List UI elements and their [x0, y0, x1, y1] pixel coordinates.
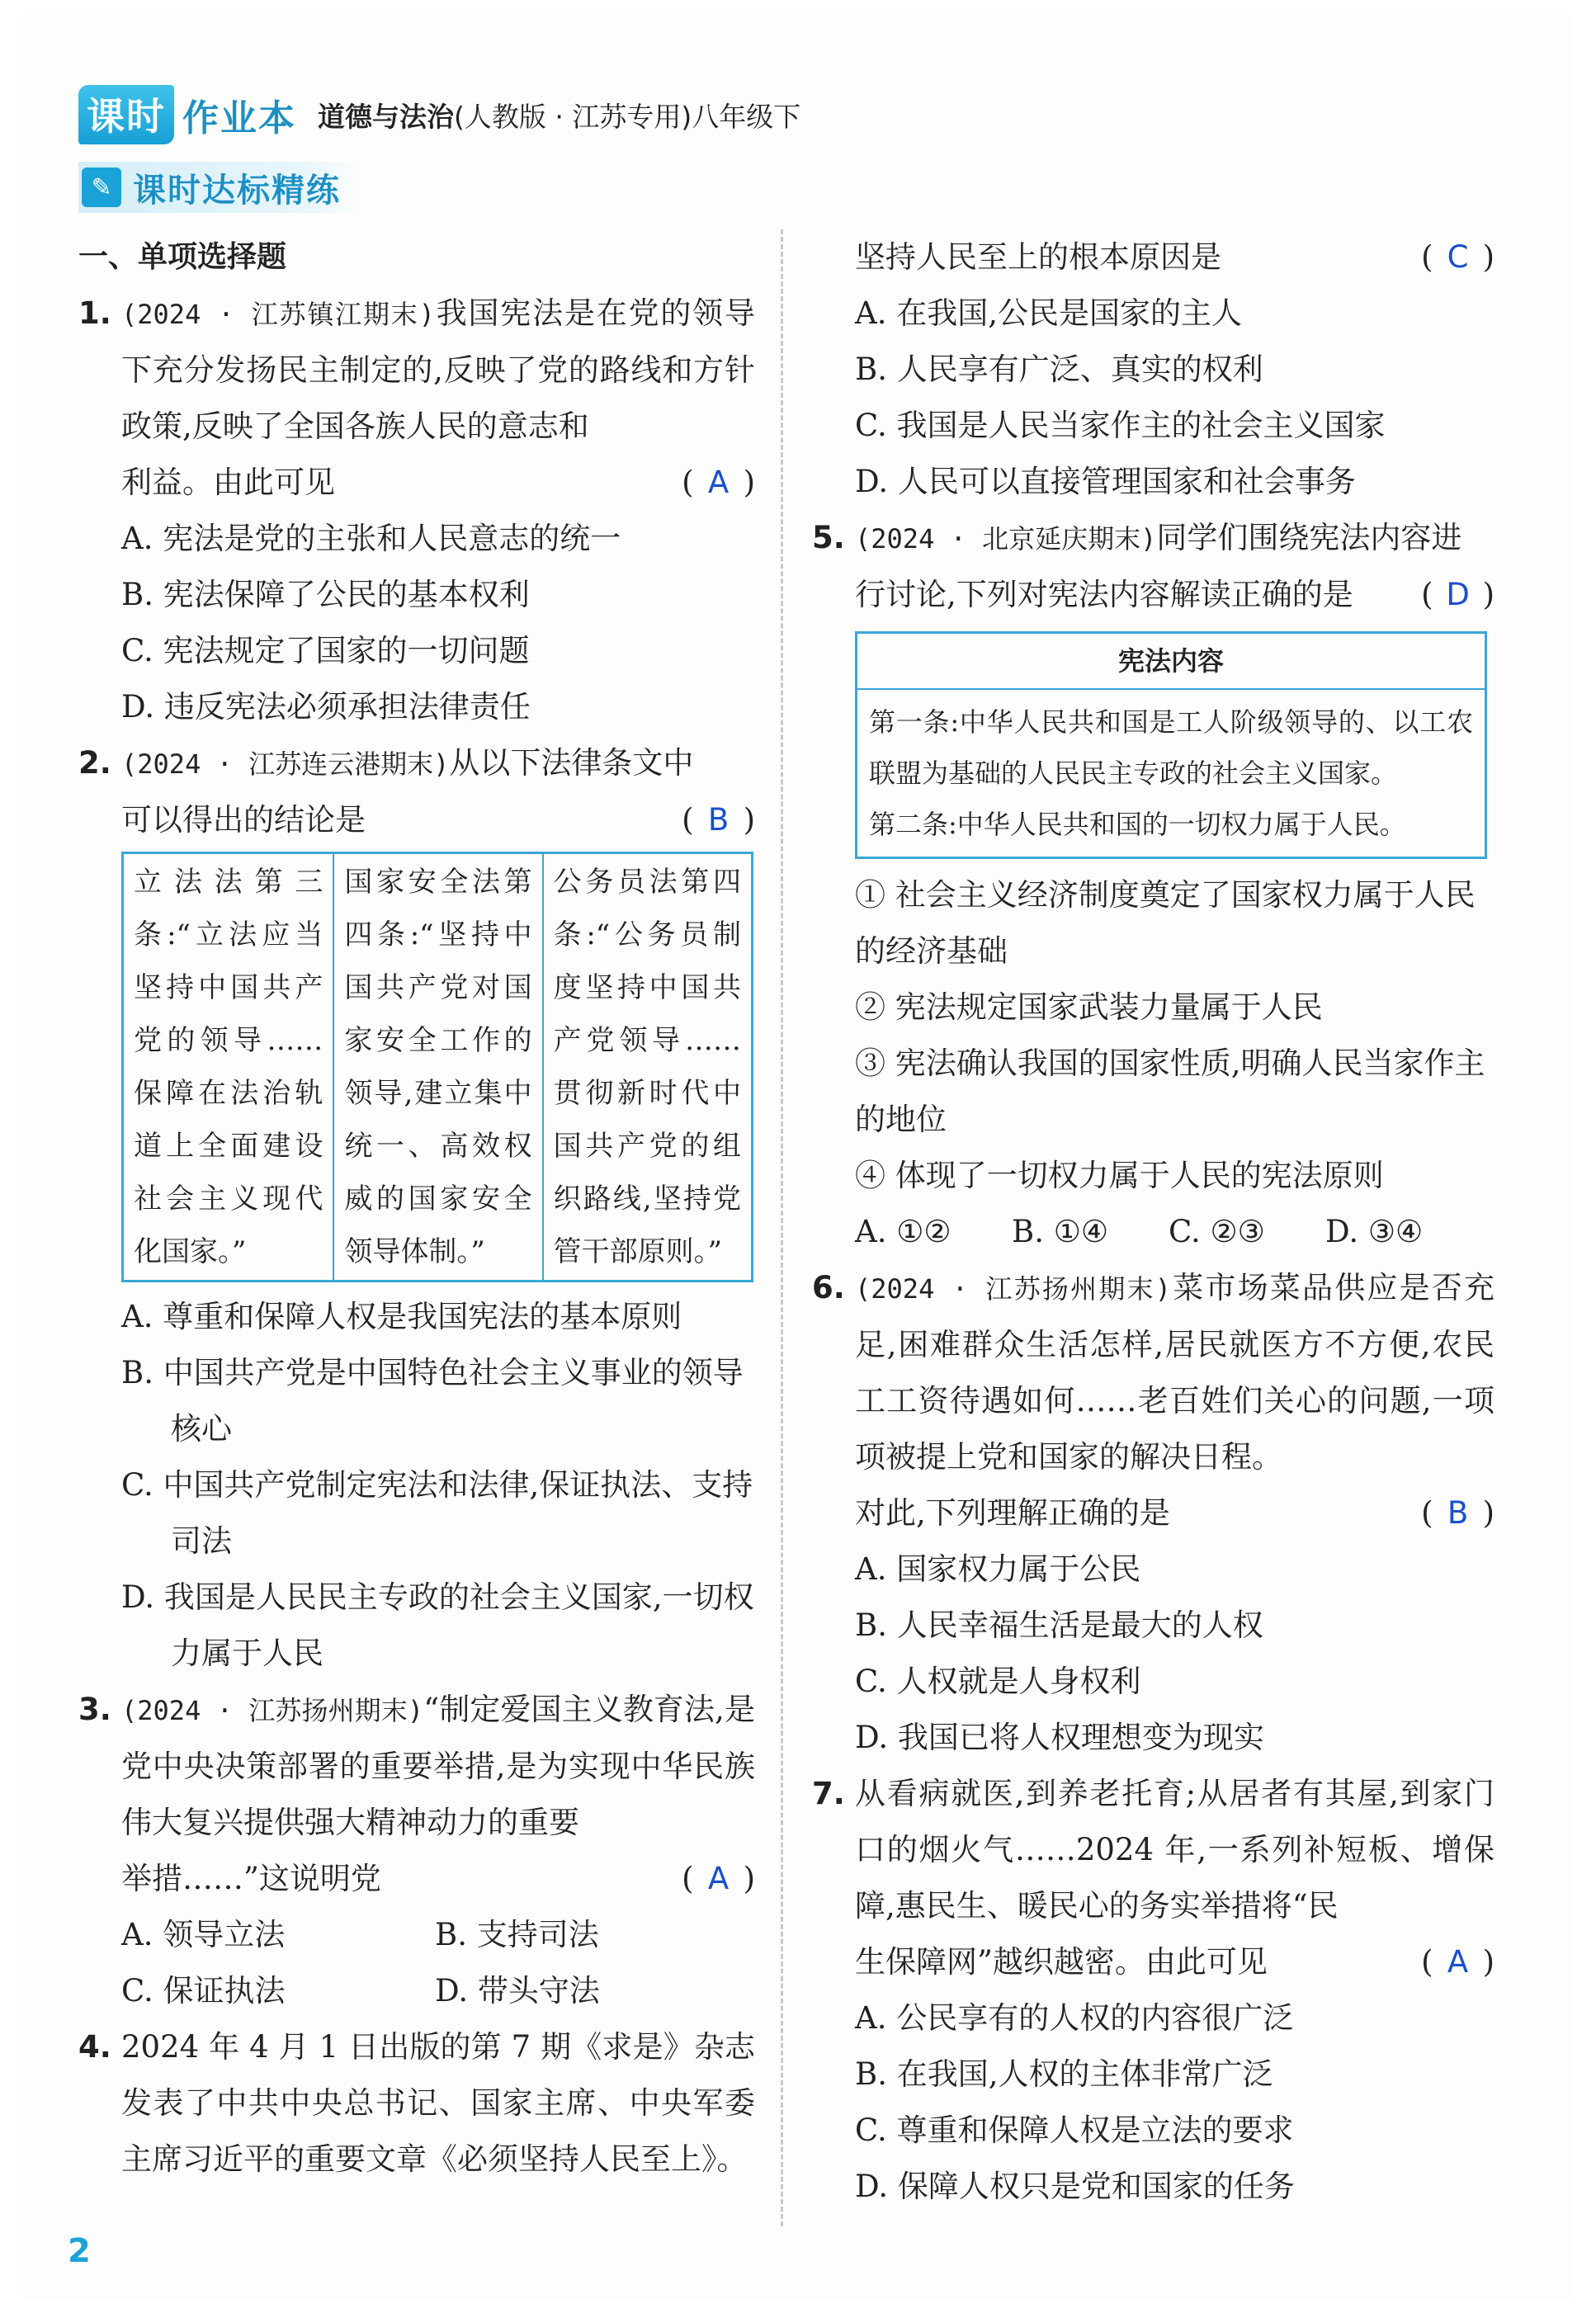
options-grid [855, 1204, 1494, 1260]
constitution-article-1: 第一条:中华人民共和国是工人阶级领导的、以工农联盟为基础的人民民主专政的社会主义国家。 [869, 706, 1473, 789]
option: D. ③④ [1325, 1214, 1424, 1249]
question-number: 5. [812, 520, 845, 555]
statement: ③ 宪法确认我国的国家性质,明确人民当家作主的地位 [855, 1046, 1485, 1137]
option: B. 支持司法 [435, 1917, 599, 1952]
option: C. 尊重和保障人权是立法的要求 [855, 2112, 1294, 2148]
column-divider [781, 229, 783, 2226]
option: A. 宪法是党的主张和人民意志的统一 [121, 521, 621, 556]
option: B. 人民幸福生活是最大的人权 [855, 1607, 1263, 1643]
option: A. 国家权力属于公民 [855, 1551, 1141, 1587]
option: C. 中国共产党制定宪法和法律,保证执法、支持司法 [121, 1467, 753, 1559]
header-subtitle [318, 96, 800, 135]
option: D. 人民可以直接管理国家和社会事务 [855, 464, 1356, 499]
option: A. 领导立法 [121, 1917, 286, 1952]
question-stem: “制定爱国主义教育法,是党中央决策部署的重要举措,是为实现中华民族伟大复兴提供强大精神动力的重要 [121, 1692, 755, 1840]
question-source: (2024 · 江苏镇江期末) [121, 299, 435, 330]
question-number: 1. [78, 295, 111, 331]
option: B. ①④ [1012, 1214, 1109, 1249]
question-stem-end: 对此,下列理解正确的是 [855, 1495, 1170, 1531]
answer-bracket: ( A ) [682, 1851, 755, 1907]
law-table [121, 852, 753, 1282]
question-4 [78, 2019, 755, 2188]
question-source: (2024 · 江苏扬州期末) [855, 1273, 1171, 1305]
edition: (人教版 · 江苏专用)八年级下 [454, 100, 801, 133]
answer-bracket: ( A ) [682, 455, 755, 511]
section-banner [78, 162, 363, 213]
option: D. 保障人权只是党和国家的任务 [855, 2169, 1295, 2204]
question-stem-end: 利益。由此可见 [121, 465, 335, 500]
statement: ① 社会主义经济制度奠定了国家权力属于人民的经济基础 [855, 877, 1476, 969]
constitution-box [855, 631, 1487, 859]
option: C. 人权就是人身权利 [855, 1664, 1141, 1699]
section-title: 一、单项选择题 [78, 240, 287, 274]
question-2 [78, 735, 755, 848]
option: C. 宪法规定了国家的一切问题 [121, 633, 530, 668]
question-source: (2024 · 江苏扬州期末) [121, 1695, 424, 1726]
constitution-box-title: 宪法内容 [857, 634, 1485, 690]
option: B. 在我国,人权的主体非常广泛 [855, 2056, 1273, 2092]
question-number: 3. [78, 1692, 111, 1727]
option: D. 我国是人民民主专政的社会主义国家,一切权力属于人民 [121, 1579, 754, 1671]
option: C. ②③ [1169, 1214, 1265, 1249]
question-5 [812, 510, 1494, 623]
banner-title: 课时达标精练 [133, 171, 341, 210]
question-stem-end: 行讨论,下列对宪法内容解读正确的是 [855, 577, 1353, 612]
option: D. 违反宪法必须承担法律责任 [121, 689, 531, 725]
statement: ② 宪法规定国家武装力量属于人民 [855, 989, 1323, 1025]
question-4-continued [855, 229, 1494, 286]
question-stem-end: 生保障网”越织越密。由此可见 [855, 1944, 1268, 1980]
option: B. 人民享有广泛、真实的权利 [855, 352, 1263, 387]
question-stem: 我国宪法是在党的领导下充分发扬民主制定的,反映了党的路线和方针政策,反映了全国各族人民的意志和 [121, 295, 755, 444]
logo [78, 85, 296, 144]
subject: 道德与法治 [318, 100, 454, 133]
answer: A [707, 1861, 730, 1896]
question-number: 7. [812, 1776, 845, 1811]
answer: C [1447, 239, 1469, 275]
question-stem-end: 举措……”这说明党 [121, 1861, 381, 1896]
statement: ④ 体现了一切权力属于人民的宪法原则 [855, 1158, 1384, 1193]
options-grid [78, 1907, 755, 2019]
option: B. 中国共产党是中国特色社会主义事业的领导核心 [121, 1355, 744, 1447]
logo-main: 课时 [78, 85, 174, 144]
answer-bracket: ( A ) [1421, 1934, 1494, 1990]
question-number: 2. [78, 745, 111, 781]
law-cell-civil-servant-law: 公务员法第四条:“公务员制度坚持中国共产党领导……贯彻新时代中国共产党的组织路线,坚持党管干部原则。” [542, 854, 751, 1280]
law-cell-legislation-law: 立法法第三条:“立法应当坚持中国共产党的领导……保障在法治轨道上全面建设社会主义现代化国家。” [134, 866, 323, 1268]
question-3 [78, 1682, 755, 1907]
logo-tag: 作业本 [182, 97, 296, 139]
constitution-article-2: 第二条:中华人民共和国的一切权力属于人民。 [869, 809, 1406, 840]
answer-bracket: ( D ) [1421, 567, 1494, 623]
pencil-icon: ✎ [82, 168, 121, 207]
answer: A [1447, 1944, 1469, 1980]
answer-bracket: ( B ) [682, 792, 755, 848]
question-1 [78, 286, 755, 511]
question-6 [812, 1260, 1494, 1541]
law-cell-national-security-law: 国家安全法第四条:“坚持中国共产党对国家安全工作的领导,建立集中统一、高效权威的国家安全领导体制。” [333, 854, 541, 1280]
question-stem: 2024 年 4 月 1 日出版的第 7 期《求是》杂志发表了中共中央总书记、国家主席、中央军委主席习近平的重要文章《必须坚持人民至上》。 [121, 2029, 755, 2177]
question-stem: 菜市场菜品供应是否充足,困难群众生活怎样,居民就医方不方便,农民工工资待遇如何……老百姓们关心的问题,一项项被提上党和国家的解决日程。 [855, 1270, 1494, 1475]
answer-bracket: ( C ) [1421, 229, 1494, 286]
option: C. 我国是人民当家作主的社会主义国家 [855, 408, 1386, 443]
question-number: 4. [78, 2029, 111, 2065]
question-source: (2024 · 北京延庆期末) [855, 523, 1157, 555]
option: C. 保证执法 [121, 1973, 286, 2009]
page-number: 2 [68, 2232, 91, 2270]
option: A. ①② [855, 1214, 951, 1249]
page-header [78, 89, 800, 140]
question-stem-end: 坚持人民至上的根本原因是 [855, 239, 1221, 275]
question-7 [812, 1766, 1494, 1990]
option: A. 公民享有的人权的内容很广泛 [855, 2000, 1294, 2036]
question-number: 6. [812, 1270, 845, 1305]
answer: D [1446, 577, 1470, 612]
option: A. 在我国,公民是国家的主人 [855, 295, 1243, 331]
question-source: (2024 · 江苏连云港期末) [121, 748, 450, 780]
answer: B [1447, 1495, 1469, 1531]
option: D. 我国已将人权理想变为现实 [855, 1720, 1264, 1755]
option: B. 宪法保障了公民的基本权利 [121, 577, 530, 612]
right-column [812, 229, 1494, 2215]
option: D. 带头守法 [435, 1973, 600, 2009]
question-stem: 从以下法律条文中 [449, 745, 694, 781]
answer: B [707, 802, 730, 838]
question-stem: 从看病就医,到养老托育;从居者有其屋,到家门口的烟火气……2024 年,一系列补短板、增保障,惠民生、暖民心的务实举措将“民 [855, 1776, 1494, 1924]
answer: A [707, 465, 730, 500]
left-column [78, 229, 755, 2188]
question-stem-end: 可以得出的结论是 [121, 802, 366, 838]
option: A. 尊重和保障人权是我国宪法的基本原则 [121, 1299, 682, 1334]
answer-bracket: ( B ) [1421, 1485, 1494, 1541]
question-stem: 同学们围绕宪法内容进 [1156, 520, 1462, 555]
